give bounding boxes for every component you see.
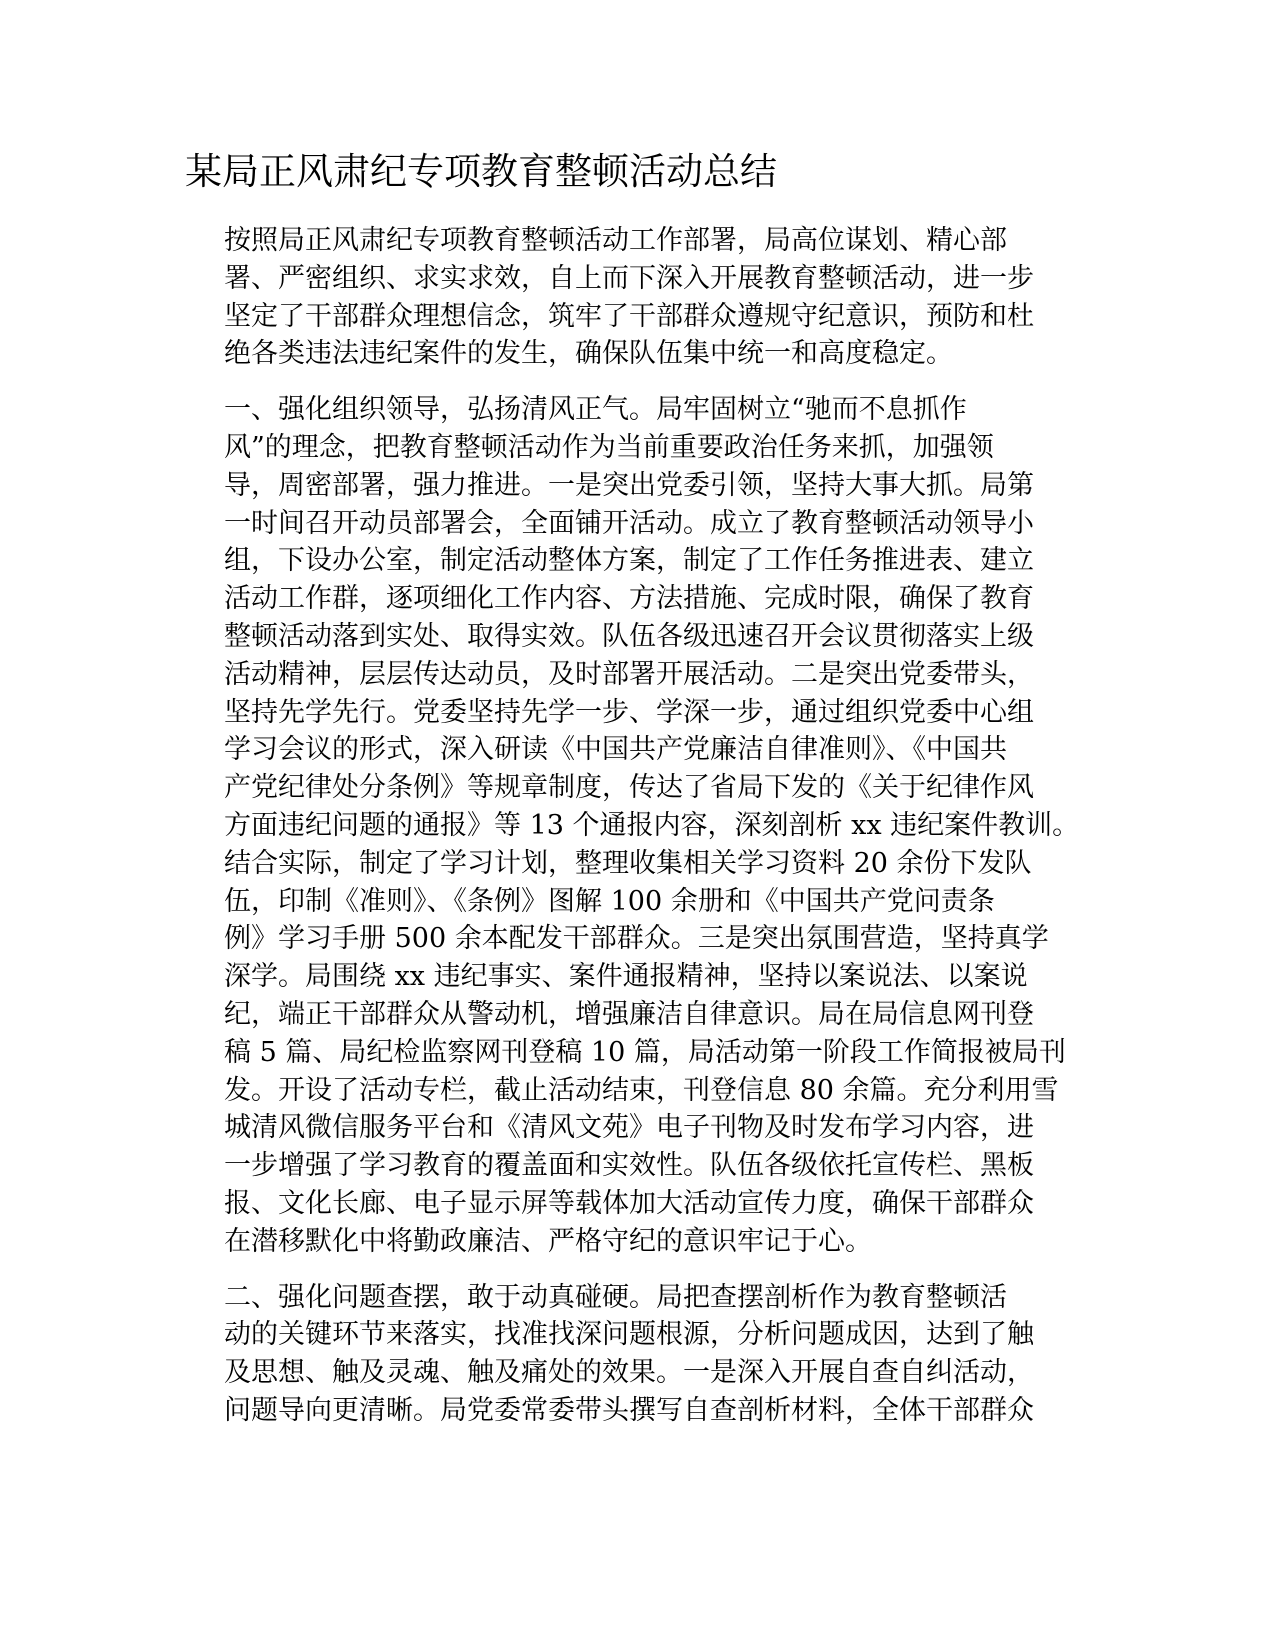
paragraph-line: 伍，印制《准则》、《条例》图解 100 余册和《中国共产党问责条 xyxy=(224,885,995,917)
paragraph-line: 报、文化长廊、电子显示屏等载体加大活动宣传力度，确保干部群众 xyxy=(224,1187,1034,1219)
paragraph-line: 结合实际，制定了学习计划，整理收集相关学习资料 20 余份下发队 xyxy=(224,847,1032,879)
paragraph-line: 学习会议的形式，深入研读《中国共产党廉洁自律准则》、《中国共 xyxy=(224,734,1007,766)
paragraph-line: 在潜移默化中将勤政廉洁、严格守纪的意识牢记于心。 xyxy=(224,1225,872,1257)
paragraph-line: 发。开设了活动专栏，截止活动结束，刊登信息 80 余篇。充分利用雪 xyxy=(224,1074,1059,1106)
paragraph-line: 组，下设办公室，制定活动整体方案，制定了工作任务推进表、建立 xyxy=(224,545,1034,577)
document-title: 某局正风肃纪专项教育整顿活动总结 xyxy=(185,150,777,193)
document-body xyxy=(188,222,1080,1448)
paragraph-line: 问题导向更清晰。局党委常委带头撰写自查剖析材料，全体干部群众 xyxy=(224,1394,1034,1426)
paragraph-line: 一、强化组织领导，弘扬清风正气。局牢固树立“驰而不息抓作 xyxy=(224,394,967,426)
paragraph-line: 方面违纪问题的通报》等 13 个通报内容，深刻剖析 xx 违纪案件教训。 xyxy=(224,809,1080,841)
paragraph-line: 活动精神，层层传达动员，及时部署开展活动。二是突出党委带头， xyxy=(224,658,1034,690)
body-paragraph xyxy=(188,391,1080,1260)
paragraph-line: 署、严密组织、求实求效，自上而下深入开展教育整顿活动，进一步 xyxy=(224,262,1034,294)
paragraph-line: 稿 5 篇、局纪检监察网刊登稿 10 篇，局活动第一阶段工作简报被局刊 xyxy=(224,1036,1066,1068)
paragraph-line: 产党纪律处分条例》等规章制度，传达了省局下发的《关于纪律作风 xyxy=(224,772,1034,804)
paragraph-line: 活动工作群，逐项细化工作内容、方法措施、完成时限，确保了教育 xyxy=(224,583,1034,615)
paragraph-line: 及思想、触及灵魂、触及痛处的效果。一是深入开展自查自纠活动， xyxy=(224,1357,1034,1389)
paragraph-line: 绝各类违法违纪案件的发生，确保队伍集中统一和高度稳定。 xyxy=(224,338,953,370)
paragraph-line: 动的关键环节来落实，找准找深问题根源，分析问题成因，达到了触 xyxy=(224,1319,1034,1351)
paragraph-line: 导，周密部署，强力推进。一是突出党委引领，坚持大事大抓。局第 xyxy=(224,469,1034,501)
paragraph-line: 整顿活动落到实处、取得实效。队伍各级迅速召开会议贯彻落实上级 xyxy=(224,620,1034,652)
paragraph-line: 按照局正风肃纪专项教育整顿活动工作部署，局高位谋划、精心部 xyxy=(224,225,1007,256)
paragraph-line: 坚定了干部群众理想信念，筑牢了干部群众遵规守纪意识，预防和杜 xyxy=(224,300,1034,332)
paragraph-line: 例》学习手册 500 余本配发干部群众。三是突出氛围营造，坚持真学 xyxy=(224,923,1049,955)
body-paragraph xyxy=(188,222,1068,373)
paragraph-line: 二、强化问题查摆，敢于动真碰硬。局把查摆剖析作为教育整顿活 xyxy=(224,1281,1007,1313)
body-paragraph xyxy=(188,1279,1068,1430)
paragraph-line: 坚持先学先行。党委坚持先学一步、学深一步，通过组织党委中心组 xyxy=(224,696,1034,728)
paragraph-line: 一时间召开动员部署会，全面铺开活动。成立了教育整顿活动领导小 xyxy=(224,507,1034,539)
paragraph-line: 一步增强了学习教育的覆盖面和实效性。队伍各级依托宣传栏、黑板 xyxy=(224,1150,1034,1182)
paragraph-line: 纪，端正干部群众从警动机，增强廉洁自律意识。局在局信息网刊登 xyxy=(224,998,1034,1030)
paragraph-line: 深学。局围绕 xx 违纪事实、案件通报精神，坚持以案说法、以案说 xyxy=(224,961,1028,993)
paragraph-line: 风”的理念，把教育整顿活动作为当前重要政治任务来抓，加强领 xyxy=(224,431,994,463)
paragraph-line: 城清风微信服务平台和《清风文苑》电子刊物及时发布学习内容，进 xyxy=(224,1112,1034,1144)
